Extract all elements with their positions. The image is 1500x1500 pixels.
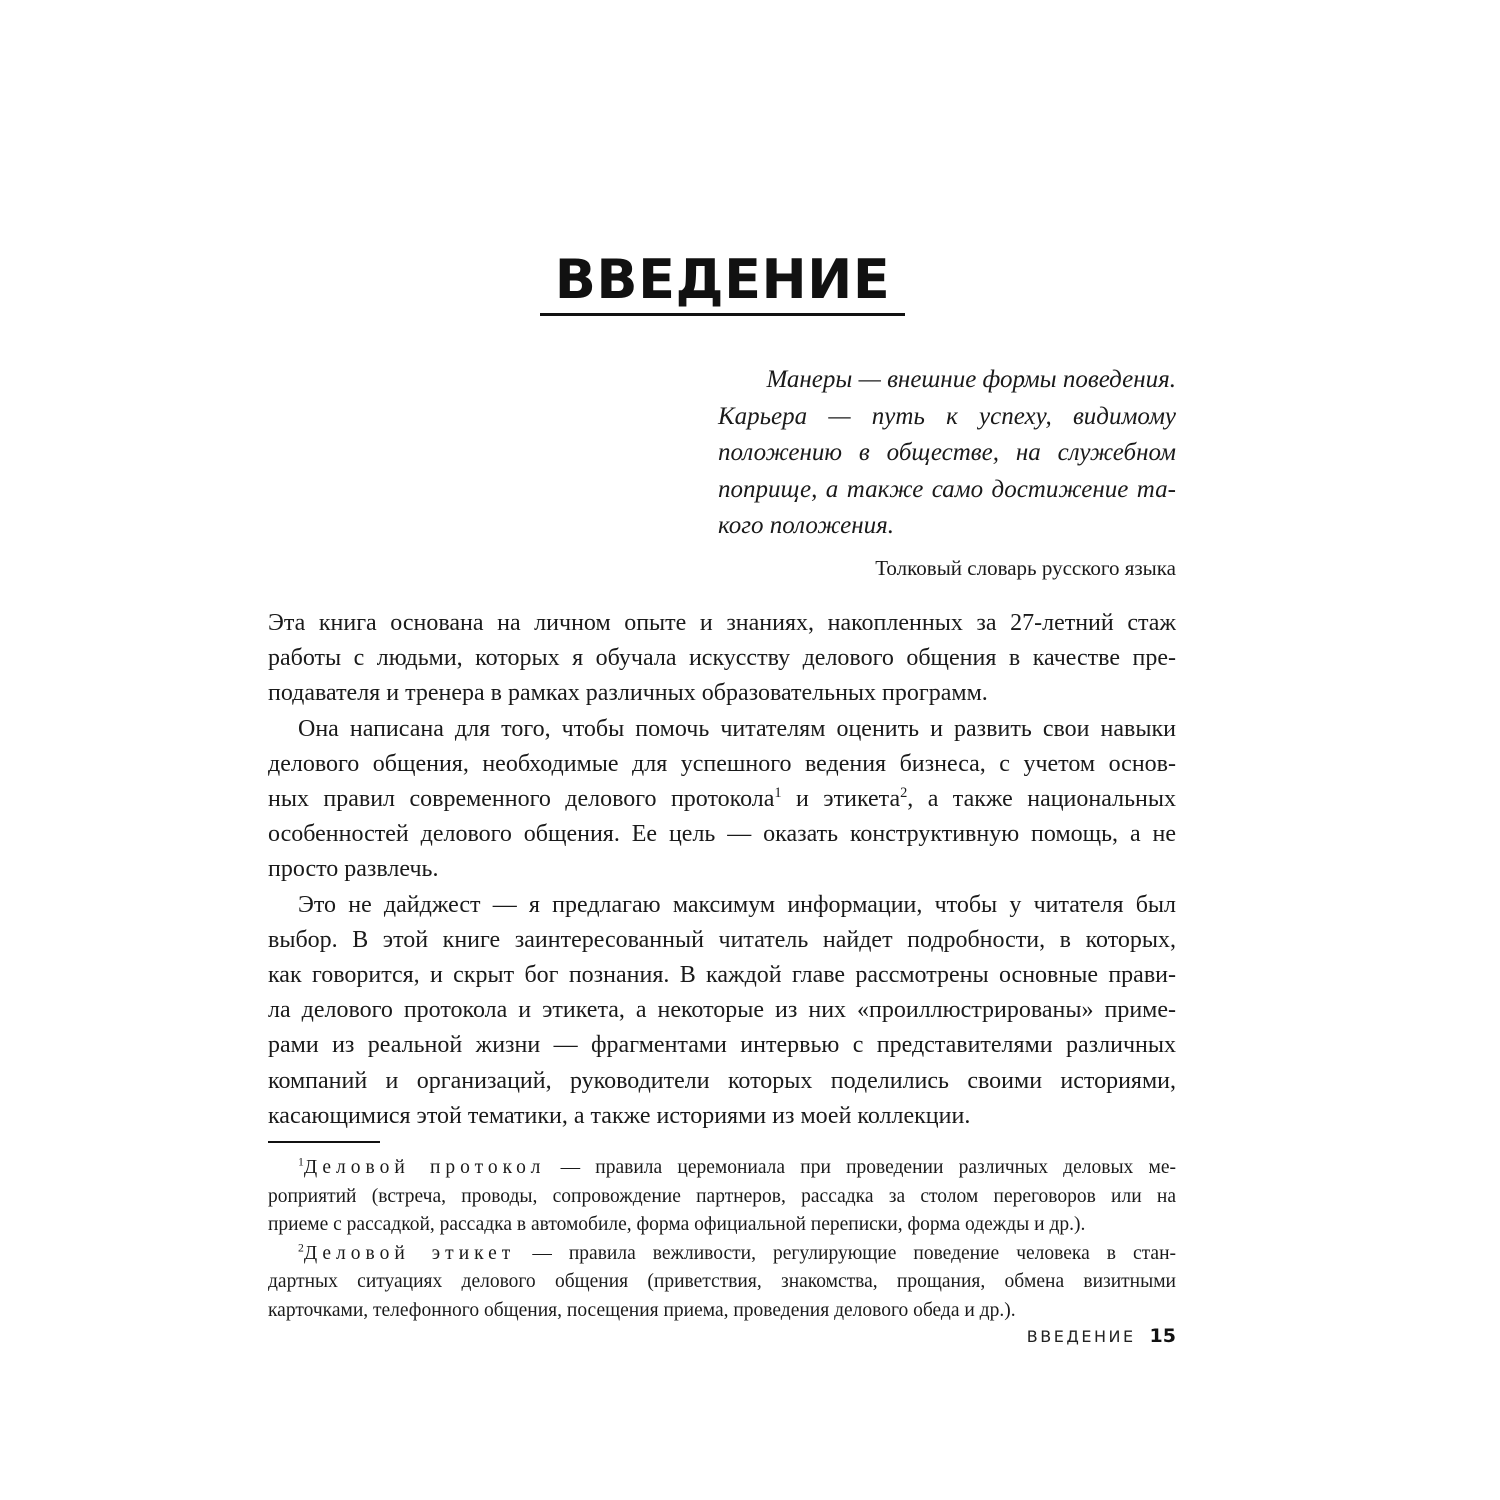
footer-section-title: ВВЕДЕНИЕ [1026,1327,1136,1346]
body-line: Эта книга основана на личном опыте и знаниях, накопленных за 27-летний стаж [268,610,1176,636]
body-line: Это не дайджест — я предлагаю максимум информации, чтобы у читателя был [298,891,1176,918]
footnote-term: Деловой этикет [303,1242,516,1264]
body-text-fragment: , а также национальных [907,786,1177,813]
body-line: рами из реальной жизни — фрагментами интервью с представителями различных [268,1032,1176,1059]
footnote-text: — правила вежливости, регулирующие поведение человека в стан- [515,1242,1176,1264]
body-line: ла делового протокола и этикета, а некоторые из них «проиллюстрированы» приме- [268,997,1176,1024]
footnote-line: карточками, телефонного общения, посещения приема, проведения делового обеда и др.). [268,1299,1016,1321]
footnote-1 [268,1154,1176,1183]
page-number: 15 [1149,1325,1176,1347]
running-footer [1000,1325,1176,1347]
body-text-fragment: и этикета [781,786,901,813]
body-line: особенностей делового общения. Ее цель — оказать конструктивную помощь, а не [268,821,1176,848]
footnote-term: Деловой протокол [303,1157,546,1178]
body-line: подавателя и тренера в рамках различных образовательных программ. [268,680,988,707]
epigraph-line: поприще, а также само достижение та- [718,475,1176,503]
footnote-line: роприятий (встреча, проводы, сопровождение партнеров, рассадка за столом переговоров или на [268,1185,1176,1207]
body-line: просто развлечь. [268,856,439,883]
epigraph-line: Карьера — путь к успеху, видимому [718,402,1176,430]
body-line [268,782,1176,817]
body-text [268,606,1176,1134]
footnote-ref-1: 1 [774,785,782,802]
footnote-number: 2 [298,1241,304,1255]
footnote-2 [268,1240,1176,1269]
footnote-ref-2: 2 [900,785,908,802]
footnote-number: 1 [298,1155,304,1169]
epigraph-line: Манеры — внешние формы поведения. [766,366,1176,393]
body-line: как говорится, и скрыт бог познания. В каждой главе рассмотрены основные прави- [268,962,1176,989]
body-line: делового общения, необходимые для успешного ведения бизнеса, с учетом основ- [268,750,1176,777]
body-line: Она написана для того, чтобы помочь читателям оценить и развить свои навыки [298,715,1176,742]
title-underline [540,313,905,316]
footnote-text: — правила церемониала при проведении различных деловых ме- [545,1157,1176,1178]
body-line: работы с людьми, которых я обучала искусству делового общения в качестве пре- [268,645,1176,672]
chapter-title: ВВЕДЕНИЕ [554,248,891,311]
footnote-separator [268,1141,380,1143]
footnotes [268,1154,1176,1326]
epigraph-line: положению в обществе, на служебном [718,439,1176,466]
epigraph-source: Толковый словарь русского языка [875,555,1176,580]
body-line: компаний и организаций, руководители которых поделились своими историями, [268,1067,1176,1094]
epigraph [718,362,1176,583]
footnote-line: приеме с рассадкой, рассадка в автомобиле, форма официальной переписки, форма одежды и др.). [268,1214,1086,1236]
body-line: касающимися этой тематики, а также историями из моей коллекции. [268,1102,971,1129]
body-line: выбор. В этой книге заинтересованный читатель найдет подробности, в которых, [268,926,1176,953]
epigraph-line: кого положения. [718,512,895,539]
body-text-fragment: ных правил современного делового протокола [268,786,775,813]
footnote-line: дартных ситуациях делового общения (приветствия, знакомства, прощания, обмена визитными [268,1271,1176,1293]
